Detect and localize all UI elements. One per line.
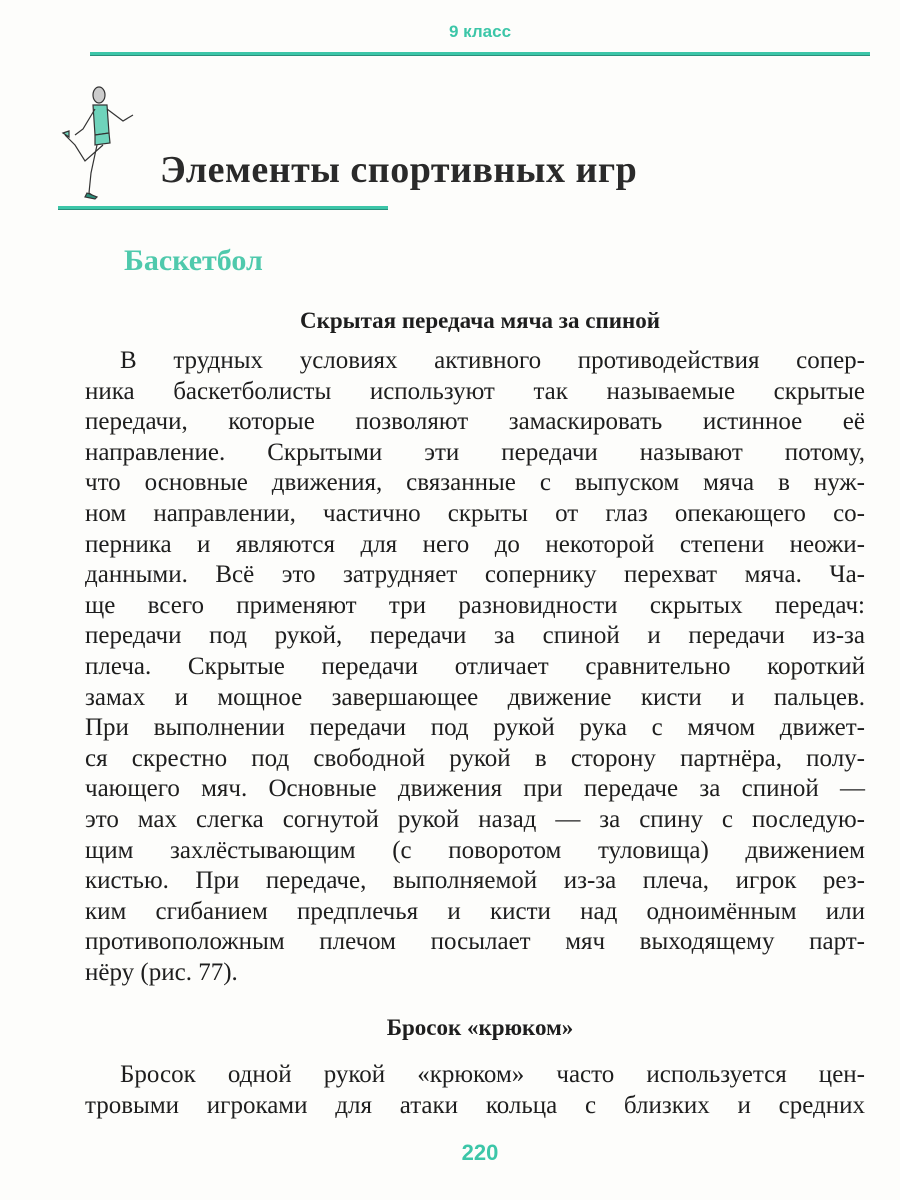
text-line: ще всего применяют три разновидности скрытых передач: bbox=[85, 591, 865, 619]
subsection-heading-2: Бросок «крюком» bbox=[386, 1015, 574, 1040]
title-rule bbox=[58, 206, 388, 210]
text-line: ким сгибанием предплечья и кисти над одноимённым или bbox=[85, 897, 865, 925]
section-title: Баскетбол bbox=[124, 244, 263, 277]
text-line: перника и являются для него до некоторой степени неожи- bbox=[85, 530, 865, 558]
text-line: это мах слегка согнутой рукой назад — за спину с последую- bbox=[85, 805, 865, 833]
text-line: плеча. Скрытые передачи отличает сравнительно короткий bbox=[85, 652, 865, 680]
text-line: ся скрестно под свободной рукой в сторону партнёра, полу- bbox=[85, 744, 865, 772]
runner-illustration-icon bbox=[55, 85, 155, 205]
subsection-heading: Скрытая передача мяча за спиной bbox=[299, 308, 660, 333]
text-line: нёру (рис. 77). bbox=[85, 958, 238, 986]
text-line: что основные движения, связанные с выпуском мяча в нуж- bbox=[85, 469, 865, 497]
text-line: передачи, которые позволяют замаскировать истинное её bbox=[85, 408, 865, 436]
text-line: ном направлении, частично скрыты от глаз опекающего со- bbox=[85, 499, 865, 527]
grade-header: 9 класс bbox=[448, 22, 512, 41]
text-line: тровыми игроками для атаки кольца с близких и средних bbox=[85, 1091, 865, 1119]
text-line: Бросок одной рукой «крюком» часто используется цен- bbox=[120, 1061, 865, 1088]
text-line: чающего мяч. Основные движения при передаче за спиной — bbox=[85, 775, 865, 803]
text-line: щим захлёстывающим (с поворотом туловища) движением bbox=[85, 836, 865, 864]
text-line: кистью. При передаче, выполняемой из-за плеча, игрок рез- bbox=[85, 867, 865, 895]
text-line: ника баскетболисты используют так называемые скрытые bbox=[85, 377, 865, 405]
text-line: В трудных условиях активного противодействия сопер- bbox=[120, 347, 865, 374]
text-line: данными. Всё это затрудняет сопернику перехват мяча. Ча- bbox=[85, 561, 865, 589]
chapter-title: Элементы спортивных игр bbox=[160, 149, 638, 191]
page-number: 220 bbox=[461, 1140, 499, 1165]
text-line: противоположным плечом посылает мяч выходящему парт- bbox=[85, 928, 865, 956]
text-line: замах и мощное завершающее движение кисти и пальцев. bbox=[85, 683, 865, 711]
paragraph-1 bbox=[85, 346, 865, 988]
paragraph-2 bbox=[85, 1060, 865, 1121]
header-rule bbox=[90, 52, 870, 56]
text-line: При выполнении передачи под рукой рука с мячом движет- bbox=[85, 714, 865, 742]
text-line: направление. Скрытыми эти передачи называют потому, bbox=[85, 438, 865, 466]
text-line: передачи под рукой, передачи за спиной и передачи из-за bbox=[85, 622, 865, 650]
